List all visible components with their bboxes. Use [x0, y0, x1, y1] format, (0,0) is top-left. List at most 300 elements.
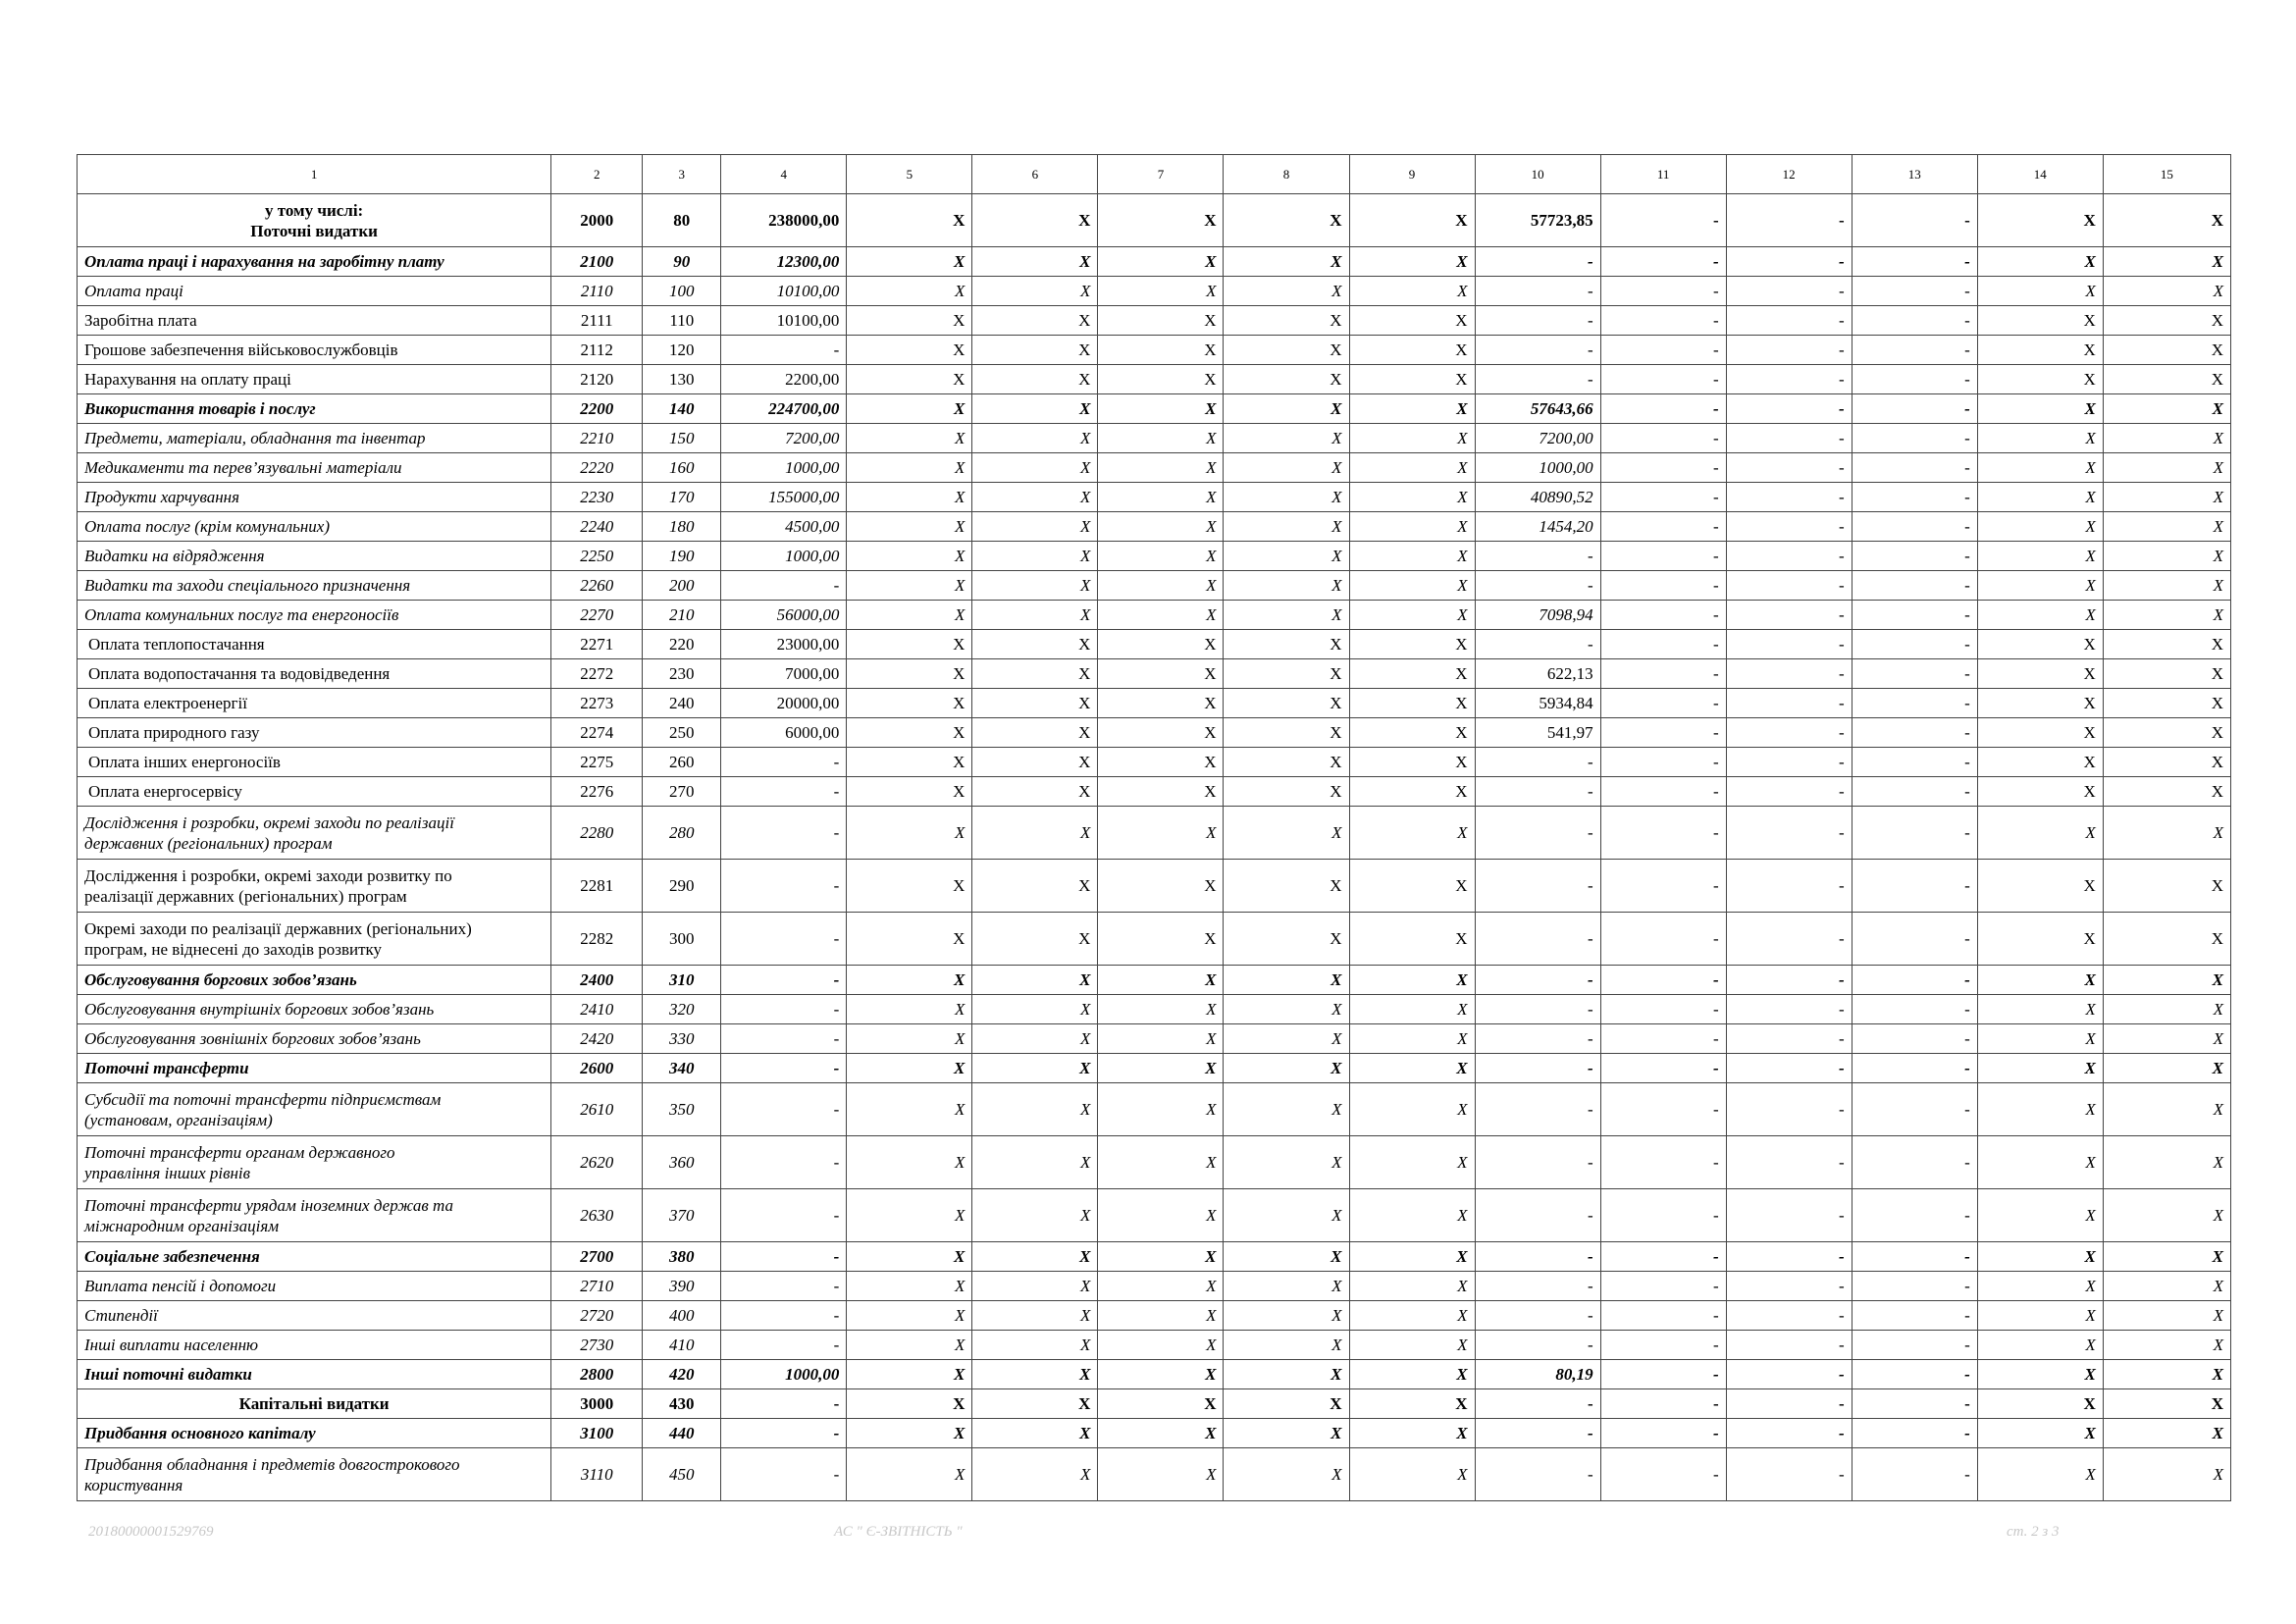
- row-name-line: управління інших рівнів: [84, 1163, 251, 1182]
- row-value: -: [1852, 1448, 1977, 1501]
- row-name: [78, 394, 551, 424]
- row-code: 2272: [551, 659, 643, 689]
- row-value: -: [1475, 277, 1600, 306]
- row-value: X: [1098, 1189, 1224, 1242]
- row-value: -: [1852, 630, 1977, 659]
- row-value: 7200,00: [1475, 424, 1600, 453]
- row-value: -: [721, 1448, 847, 1501]
- row-value: X: [2103, 194, 2230, 247]
- row-line-number: 170: [643, 483, 721, 512]
- row-code: 2280: [551, 807, 643, 860]
- row-value: X: [1977, 718, 2103, 748]
- row-value: X: [2103, 247, 2230, 277]
- row-value: X: [2103, 777, 2230, 807]
- row-value: -: [1852, 571, 1977, 601]
- row-value: X: [972, 365, 1098, 394]
- row-line-number: 270: [643, 777, 721, 807]
- row-value: X: [1224, 194, 1349, 247]
- row-value: X: [1349, 1360, 1475, 1389]
- row-value: X: [1349, 1054, 1475, 1083]
- row-line-number: 320: [643, 995, 721, 1024]
- row-value: X: [847, 336, 972, 365]
- row-name: [78, 966, 551, 995]
- row-name: [78, 807, 551, 860]
- row-value: -: [1726, 306, 1852, 336]
- row-value: X: [2103, 689, 2230, 718]
- row-value: X: [1224, 1242, 1349, 1272]
- row-name: [78, 194, 551, 247]
- row-value: X: [2103, 748, 2230, 777]
- row-value: X: [1224, 1360, 1349, 1389]
- row-value: X: [1224, 1301, 1349, 1331]
- row-value: -: [721, 1024, 847, 1054]
- row-value: -: [1600, 913, 1726, 966]
- table-row: [78, 424, 2231, 453]
- row-value: X: [1224, 512, 1349, 542]
- table-body: [78, 155, 2231, 1501]
- row-name-line: користування: [84, 1475, 183, 1494]
- table-row: [78, 1301, 2231, 1331]
- row-code: 2100: [551, 247, 643, 277]
- row-value: X: [847, 1389, 972, 1419]
- table-row: [78, 630, 2231, 659]
- row-code: 2230: [551, 483, 643, 512]
- row-value: X: [1349, 483, 1475, 512]
- row-value: X: [2103, 365, 2230, 394]
- row-name-line: Медикаменти та перев’язувальні матеріали: [84, 458, 402, 477]
- row-value: X: [1977, 966, 2103, 995]
- row-value: X: [847, 306, 972, 336]
- row-value: X: [1349, 995, 1475, 1024]
- row-value: -: [1475, 748, 1600, 777]
- row-value: X: [1977, 1054, 2103, 1083]
- row-value: X: [1098, 247, 1224, 277]
- row-value: X: [972, 601, 1098, 630]
- row-line-number: 310: [643, 966, 721, 995]
- row-value: -: [721, 1419, 847, 1448]
- row-value: -: [1852, 718, 1977, 748]
- row-value: -: [1726, 689, 1852, 718]
- row-value: X: [1349, 277, 1475, 306]
- row-value: X: [1098, 689, 1224, 718]
- row-value: X: [1349, 1024, 1475, 1054]
- row-value: -: [1475, 1189, 1600, 1242]
- row-name: [78, 748, 551, 777]
- row-value: X: [847, 860, 972, 913]
- row-value: X: [2103, 424, 2230, 453]
- row-value: -: [721, 777, 847, 807]
- row-name: [78, 1083, 551, 1136]
- row-line-number: 210: [643, 601, 721, 630]
- row-value: X: [2103, 1272, 2230, 1301]
- row-value: -: [1475, 247, 1600, 277]
- row-value: X: [2103, 718, 2230, 748]
- row-code: 2281: [551, 860, 643, 913]
- row-name: [78, 365, 551, 394]
- row-value: X: [1349, 718, 1475, 748]
- row-value: X: [1224, 483, 1349, 512]
- row-value: -: [1600, 1360, 1726, 1389]
- footer-doc-id: 20180000001529769: [88, 1524, 214, 1540]
- row-value: X: [1224, 748, 1349, 777]
- row-value: X: [847, 807, 972, 860]
- table-row: [78, 689, 2231, 718]
- row-name: [78, 1136, 551, 1189]
- row-value: -: [1852, 483, 1977, 512]
- table-row: [78, 483, 2231, 512]
- row-value: -: [1600, 1389, 1726, 1419]
- row-name: [78, 995, 551, 1024]
- row-value: -: [1726, 1448, 1852, 1501]
- row-value: X: [1098, 1054, 1224, 1083]
- row-code: 2420: [551, 1024, 643, 1054]
- row-code: 2271: [551, 630, 643, 659]
- row-code: 3110: [551, 1448, 643, 1501]
- row-name-line: Оплата енергосервісу: [88, 782, 242, 801]
- row-line-number: 340: [643, 1054, 721, 1083]
- row-value: -: [1475, 777, 1600, 807]
- row-value: -: [1726, 424, 1852, 453]
- row-value: X: [972, 306, 1098, 336]
- row-value: X: [1349, 860, 1475, 913]
- row-value: -: [1852, 424, 1977, 453]
- row-value: -: [721, 1242, 847, 1272]
- row-value: X: [1224, 601, 1349, 630]
- row-value: X: [847, 630, 972, 659]
- row-value: -: [1726, 966, 1852, 995]
- table-row: [78, 336, 2231, 365]
- row-value: X: [1349, 1389, 1475, 1419]
- row-value: -: [1726, 1242, 1852, 1272]
- row-value: X: [847, 1024, 972, 1054]
- table-row: [78, 453, 2231, 483]
- row-value: -: [1475, 1389, 1600, 1419]
- row-value: X: [847, 1136, 972, 1189]
- row-value: X: [847, 1448, 972, 1501]
- row-line-number: 370: [643, 1189, 721, 1242]
- row-value: X: [847, 659, 972, 689]
- table-row: [78, 807, 2231, 860]
- row-value: X: [1098, 966, 1224, 995]
- row-value: X: [1349, 453, 1475, 483]
- row-name: [78, 659, 551, 689]
- row-value: X: [972, 1272, 1098, 1301]
- row-value: -: [1726, 1136, 1852, 1189]
- row-value: X: [1224, 571, 1349, 601]
- row-value: X: [1224, 995, 1349, 1024]
- row-name-line: Інші виплати населенню: [84, 1336, 259, 1354]
- row-value: X: [1977, 995, 2103, 1024]
- row-value: 1454,20: [1475, 512, 1600, 542]
- row-value: -: [1726, 913, 1852, 966]
- row-value: X: [1098, 807, 1224, 860]
- table-row: [78, 1419, 2231, 1448]
- table-row: [78, 913, 2231, 966]
- row-value: X: [847, 748, 972, 777]
- row-value: X: [1224, 1024, 1349, 1054]
- row-name: [78, 1419, 551, 1448]
- row-value: X: [847, 718, 972, 748]
- row-line-number: 350: [643, 1083, 721, 1136]
- column-number: 8: [1224, 155, 1349, 194]
- row-value: -: [1726, 365, 1852, 394]
- row-value: X: [2103, 1419, 2230, 1448]
- table-row: [78, 1448, 2231, 1501]
- row-value: -: [1475, 1301, 1600, 1331]
- row-value: X: [2103, 1136, 2230, 1189]
- row-value: -: [1475, 1272, 1600, 1301]
- row-name: [78, 860, 551, 913]
- row-value: X: [1977, 1242, 2103, 1272]
- table-row: [78, 542, 2231, 571]
- row-value: -: [1475, 542, 1600, 571]
- row-value: X: [1349, 336, 1475, 365]
- column-number: 3: [643, 155, 721, 194]
- row-value: X: [847, 995, 972, 1024]
- row-code: 2210: [551, 424, 643, 453]
- row-value: -: [1600, 1054, 1726, 1083]
- row-name: [78, 306, 551, 336]
- row-value: -: [1475, 1419, 1600, 1448]
- row-value: -: [1600, 512, 1726, 542]
- row-value: X: [1098, 365, 1224, 394]
- row-value: X: [972, 424, 1098, 453]
- row-name-line: програм, не віднесені до заходів розвитку: [84, 939, 383, 959]
- table-row: [78, 1136, 2231, 1189]
- row-value: -: [1726, 542, 1852, 571]
- row-name: [78, 1242, 551, 1272]
- row-value: -: [1726, 777, 1852, 807]
- row-line-number: 100: [643, 277, 721, 306]
- row-value: X: [1224, 277, 1349, 306]
- row-value: X: [847, 966, 972, 995]
- row-value: -: [1852, 659, 1977, 689]
- row-value: X: [2103, 1448, 2230, 1501]
- row-value: -: [1600, 1189, 1726, 1242]
- row-value: X: [1349, 913, 1475, 966]
- row-name-line: Придбання обладнання і предметів довгострокового: [84, 1454, 460, 1474]
- table-row: [78, 1360, 2231, 1389]
- row-value: -: [1475, 1054, 1600, 1083]
- row-name-line: державних (регіональних) програм: [84, 833, 333, 853]
- row-value: -: [1600, 807, 1726, 860]
- row-value: -: [1726, 247, 1852, 277]
- row-line-number: 390: [643, 1272, 721, 1301]
- row-value: X: [972, 194, 1098, 247]
- row-code: 2800: [551, 1360, 643, 1389]
- row-value: -: [1600, 1136, 1726, 1189]
- row-code: 2111: [551, 306, 643, 336]
- row-value: 155000,00: [721, 483, 847, 512]
- row-value: X: [1224, 1389, 1349, 1419]
- row-name: [78, 777, 551, 807]
- row-line-number: 450: [643, 1448, 721, 1501]
- footer-system-name: АС " Є-ЗВІТНІСТЬ ": [834, 1524, 963, 1540]
- row-value: -: [1600, 1448, 1726, 1501]
- row-value: X: [2103, 860, 2230, 913]
- row-value: X: [1349, 1301, 1475, 1331]
- row-value: -: [721, 807, 847, 860]
- row-value: X: [1977, 1331, 2103, 1360]
- row-name: [78, 1024, 551, 1054]
- row-value: X: [2103, 1189, 2230, 1242]
- row-value: X: [1224, 1189, 1349, 1242]
- row-value: X: [1098, 1272, 1224, 1301]
- row-value: X: [1098, 718, 1224, 748]
- row-value: 56000,00: [721, 601, 847, 630]
- row-value: 10100,00: [721, 277, 847, 306]
- row-value: -: [1600, 453, 1726, 483]
- row-value: -: [1726, 807, 1852, 860]
- row-name-line: міжнародним організаціям: [84, 1216, 280, 1235]
- row-name-line: Стипендії: [84, 1306, 158, 1325]
- row-value: -: [1600, 1242, 1726, 1272]
- table-row: [78, 777, 2231, 807]
- row-value: -: [721, 1272, 847, 1301]
- row-value: -: [1726, 1272, 1852, 1301]
- row-value: X: [1349, 247, 1475, 277]
- row-name-line: Поточні трансферти органам державного: [84, 1142, 395, 1162]
- table-row: [78, 1242, 2231, 1272]
- row-value: -: [721, 1331, 847, 1360]
- row-code: 2720: [551, 1301, 643, 1331]
- row-value: X: [847, 1189, 972, 1242]
- row-name-line: Заробітна плата: [84, 311, 197, 330]
- row-value: X: [1098, 571, 1224, 601]
- row-value: X: [972, 277, 1098, 306]
- row-value: X: [1224, 1136, 1349, 1189]
- row-value: X: [1098, 1419, 1224, 1448]
- table-row: [78, 966, 2231, 995]
- row-value: X: [1098, 194, 1224, 247]
- row-value: -: [1852, 995, 1977, 1024]
- row-value: X: [1224, 860, 1349, 913]
- row-name-line: (установам, організаціям): [84, 1110, 273, 1129]
- table-row: [78, 995, 2231, 1024]
- row-name: [78, 483, 551, 512]
- column-number: 1: [78, 155, 551, 194]
- row-value: X: [1098, 995, 1224, 1024]
- row-name-line: Оплата природного газу: [88, 723, 260, 742]
- row-name-line: Оплата водопостачання та водовідведення: [88, 664, 391, 683]
- row-value: X: [1098, 542, 1224, 571]
- table-row: [78, 394, 2231, 424]
- row-line-number: 380: [643, 1242, 721, 1272]
- row-line-number: 430: [643, 1389, 721, 1419]
- row-code: 2000: [551, 194, 643, 247]
- row-name-line: Грошове забезпечення військовослужбовців: [84, 341, 398, 359]
- row-line-number: 360: [643, 1136, 721, 1189]
- row-code: 2110: [551, 277, 643, 306]
- row-value: X: [2103, 1360, 2230, 1389]
- row-value: X: [2103, 966, 2230, 995]
- row-value: X: [1224, 659, 1349, 689]
- row-value: -: [1852, 748, 1977, 777]
- row-value: X: [1977, 512, 2103, 542]
- row-value: 1000,00: [721, 453, 847, 483]
- row-value: X: [847, 689, 972, 718]
- row-value: -: [1600, 1272, 1726, 1301]
- row-value: 6000,00: [721, 718, 847, 748]
- row-value: -: [1475, 306, 1600, 336]
- row-value: 4500,00: [721, 512, 847, 542]
- row-code: 2112: [551, 336, 643, 365]
- row-value: X: [972, 247, 1098, 277]
- table-row: [78, 1083, 2231, 1136]
- row-value: X: [1098, 601, 1224, 630]
- row-name: [78, 601, 551, 630]
- row-value: -: [1600, 306, 1726, 336]
- row-value: -: [721, 913, 847, 966]
- row-value: X: [1977, 630, 2103, 659]
- row-value: 20000,00: [721, 689, 847, 718]
- row-value: -: [1475, 365, 1600, 394]
- row-value: X: [1977, 453, 2103, 483]
- row-value: X: [1977, 748, 2103, 777]
- row-value: 23000,00: [721, 630, 847, 659]
- row-value: X: [1349, 1189, 1475, 1242]
- row-value: -: [1600, 1301, 1726, 1331]
- row-value: 57643,66: [1475, 394, 1600, 424]
- row-value: -: [1726, 995, 1852, 1024]
- row-value: -: [1852, 601, 1977, 630]
- row-code: 2276: [551, 777, 643, 807]
- row-value: -: [721, 1136, 847, 1189]
- row-name: [78, 512, 551, 542]
- row-value: X: [1977, 483, 2103, 512]
- row-value: X: [1098, 277, 1224, 306]
- row-value: X: [847, 571, 972, 601]
- row-value: X: [1977, 424, 2103, 453]
- row-value: X: [847, 1272, 972, 1301]
- column-number: 10: [1475, 155, 1600, 194]
- row-value: 7000,00: [721, 659, 847, 689]
- row-name-line: Оплата теплопостачання: [88, 635, 265, 654]
- row-value: X: [1349, 571, 1475, 601]
- row-value: X: [972, 659, 1098, 689]
- row-value: -: [1726, 748, 1852, 777]
- row-value: X: [972, 777, 1098, 807]
- row-value: -: [1600, 860, 1726, 913]
- row-code: 3100: [551, 1419, 643, 1448]
- row-value: X: [972, 1136, 1098, 1189]
- row-value: X: [847, 1331, 972, 1360]
- row-name: [78, 1448, 551, 1501]
- row-value: X: [1349, 1083, 1475, 1136]
- row-value: X: [1098, 336, 1224, 365]
- row-value: -: [1475, 1331, 1600, 1360]
- row-value: -: [1852, 1054, 1977, 1083]
- row-value: X: [972, 483, 1098, 512]
- row-value: -: [1726, 277, 1852, 306]
- row-value: -: [1852, 1389, 1977, 1419]
- row-value: X: [2103, 1024, 2230, 1054]
- row-name-line: Предмети, матеріали, обладнання та інвентар: [84, 429, 426, 447]
- row-name: [78, 913, 551, 966]
- row-value: -: [1852, 512, 1977, 542]
- row-name-line: Дослідження і розробки, окремі заходи розвитку по: [84, 865, 452, 885]
- row-value: X: [972, 689, 1098, 718]
- row-name-line: у тому числі:: [264, 200, 364, 220]
- row-value: -: [1600, 194, 1726, 247]
- row-name: [78, 1301, 551, 1331]
- row-name-line: Обслуговування боргових зобов’язань: [84, 970, 357, 989]
- row-value: X: [847, 777, 972, 807]
- row-value: 238000,00: [721, 194, 847, 247]
- table-row: [78, 194, 2231, 247]
- row-value: X: [1098, 913, 1224, 966]
- row-value: X: [1977, 1448, 2103, 1501]
